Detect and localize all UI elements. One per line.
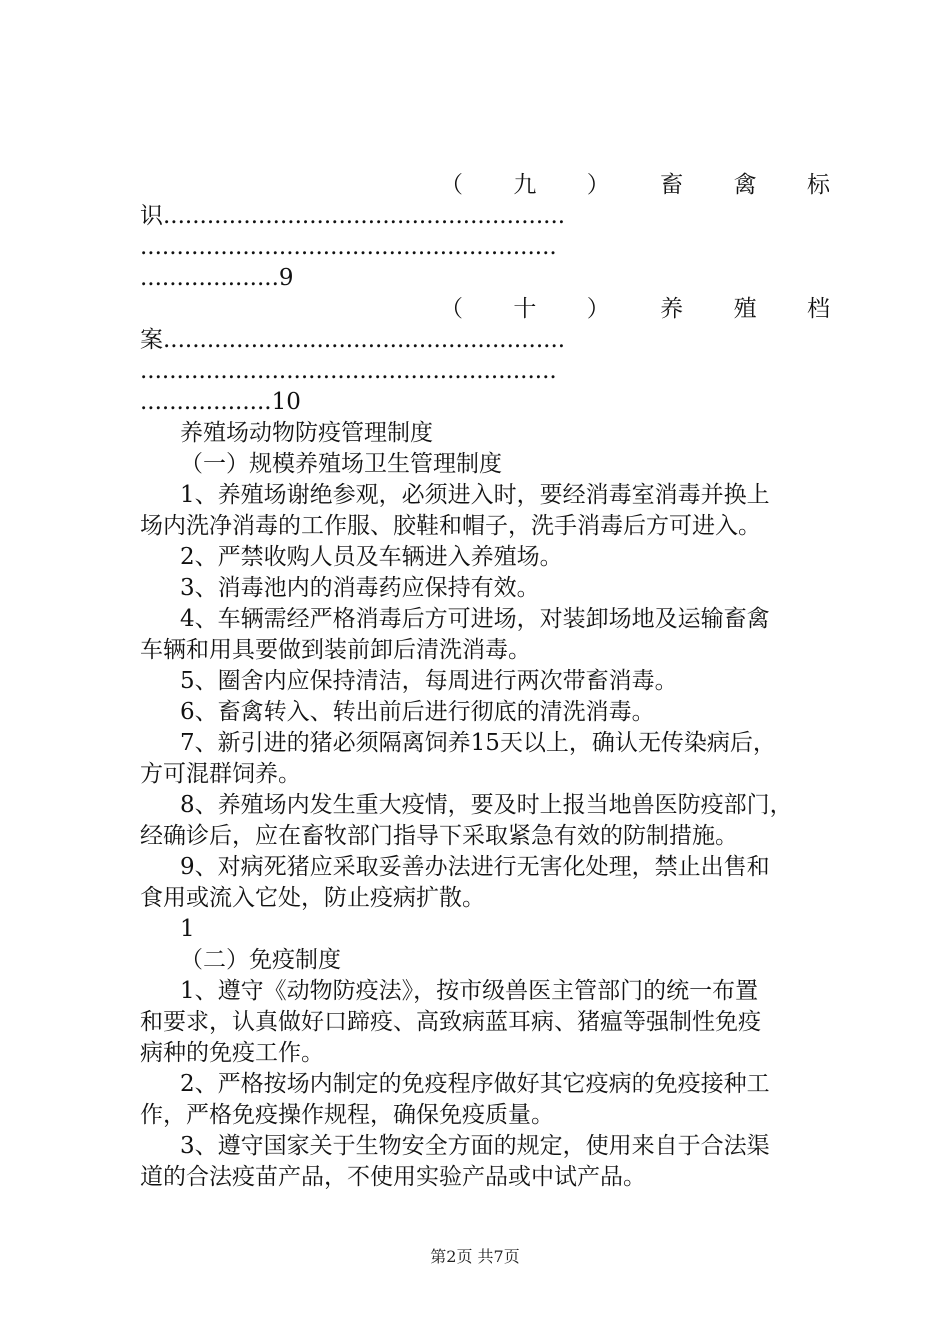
toc-entry-heading <box>140 170 830 201</box>
toc-heading-char: （ <box>440 296 463 322</box>
body-text-line: 1 <box>180 916 195 942</box>
toc-heading-char: ） <box>586 172 610 198</box>
body-text-line: 9、对病死猪应采取妥善办法进行无害化处理，禁止出售和 <box>180 854 770 880</box>
body-text-line: 8、养殖场内发生重大疫情，要及时上报当地兽医防疫部门， <box>180 792 793 818</box>
toc-leader-line: ...................9 <box>140 265 294 291</box>
body-text-line: 养殖场动物防疫管理制度 <box>180 420 433 446</box>
body-text-line: 6、畜禽转入、转出前后进行彻底的清洗消毒。 <box>180 699 655 725</box>
body-text-line: 4、车辆需经严格消毒后方可进场，对装卸场地及运输畜禽 <box>180 606 770 632</box>
toc-leader-line: 案....................................................... <box>140 327 566 353</box>
toc-leader-line: ..................10 <box>140 389 301 415</box>
body-text-line: 1、养殖场谢绝参观，必须进入时，要经消毒室消毒并换上 <box>180 482 770 508</box>
toc-heading-char: 十 <box>513 296 537 322</box>
toc-heading-char: 畜 <box>660 172 684 198</box>
body-text-line: 7、新引进的猪必须隔离饲养15天以上，确认无传染病后， <box>180 730 776 756</box>
body-text-line: 2、严格按场内制定的免疫程序做好其它疫病的免疫接种工 <box>180 1071 770 1097</box>
body-text-line: 病种的免疫工作。 <box>140 1040 324 1066</box>
body-text-line: 3、消毒池内的消毒药应保持有效。 <box>180 575 540 601</box>
body-text-line: 食用或流入它处，防止疫病扩散。 <box>140 885 485 911</box>
page-footer: 第2页 共7页 <box>430 1247 520 1266</box>
body-text-line: 作，严格免疫操作规程，确保免疫质量。 <box>140 1102 554 1128</box>
toc-heading-char: ） <box>586 296 610 322</box>
body-text-line: 经确诊后，应在畜牧部门指导下采取紧急有效的防制措施。 <box>140 823 738 849</box>
toc-heading-char: （ <box>440 172 463 198</box>
body-text-line: 2、严禁收购人员及车辆进入养殖场。 <box>180 544 563 570</box>
body-text-line: （二）免疫制度 <box>180 947 341 973</box>
body-text-line: 车辆和用具要做到装前卸后清洗消毒。 <box>140 637 531 663</box>
document-content <box>140 170 830 1193</box>
toc-leader-line: 识....................................................... <box>140 203 566 229</box>
body-text-line: 3、遵守国家关于生物安全方面的规定，使用来自于合法渠 <box>180 1133 770 1159</box>
body-text-line: 1、遵守《动物防疫法》，按市级兽医主管部门的统一布置 <box>180 978 759 1004</box>
body-text-line: （一）规模养殖场卫生管理制度 <box>180 451 502 477</box>
toc-leader-line: ......................................................... <box>140 234 557 260</box>
toc-heading-char: 殖 <box>733 296 757 322</box>
toc-entry-heading <box>140 294 830 325</box>
body-text-line: 5、圈舍内应保持清洁，每周进行两次带畜消毒。 <box>180 668 678 694</box>
body-text-line: 和要求，认真做好口蹄疫、高致病蓝耳病、猪瘟等强制性免疫 <box>140 1009 761 1035</box>
toc-heading-char: 九 <box>513 172 537 198</box>
toc-heading-char: 标 <box>806 172 830 198</box>
body-text-line: 方可混群饲养。 <box>140 761 301 787</box>
toc-heading-char: 养 <box>660 296 684 322</box>
body-text-line: 场内洗净消毒的工作服、胶鞋和帽子，洗手消毒后方可进入。 <box>140 513 761 539</box>
toc-heading-char: 档 <box>806 296 830 322</box>
body-text-line: 道的合法疫苗产品，不使用实验产品或中试产品。 <box>140 1164 646 1190</box>
toc-leader-line: ......................................................... <box>140 358 557 384</box>
toc-heading-char: 禽 <box>733 172 757 198</box>
